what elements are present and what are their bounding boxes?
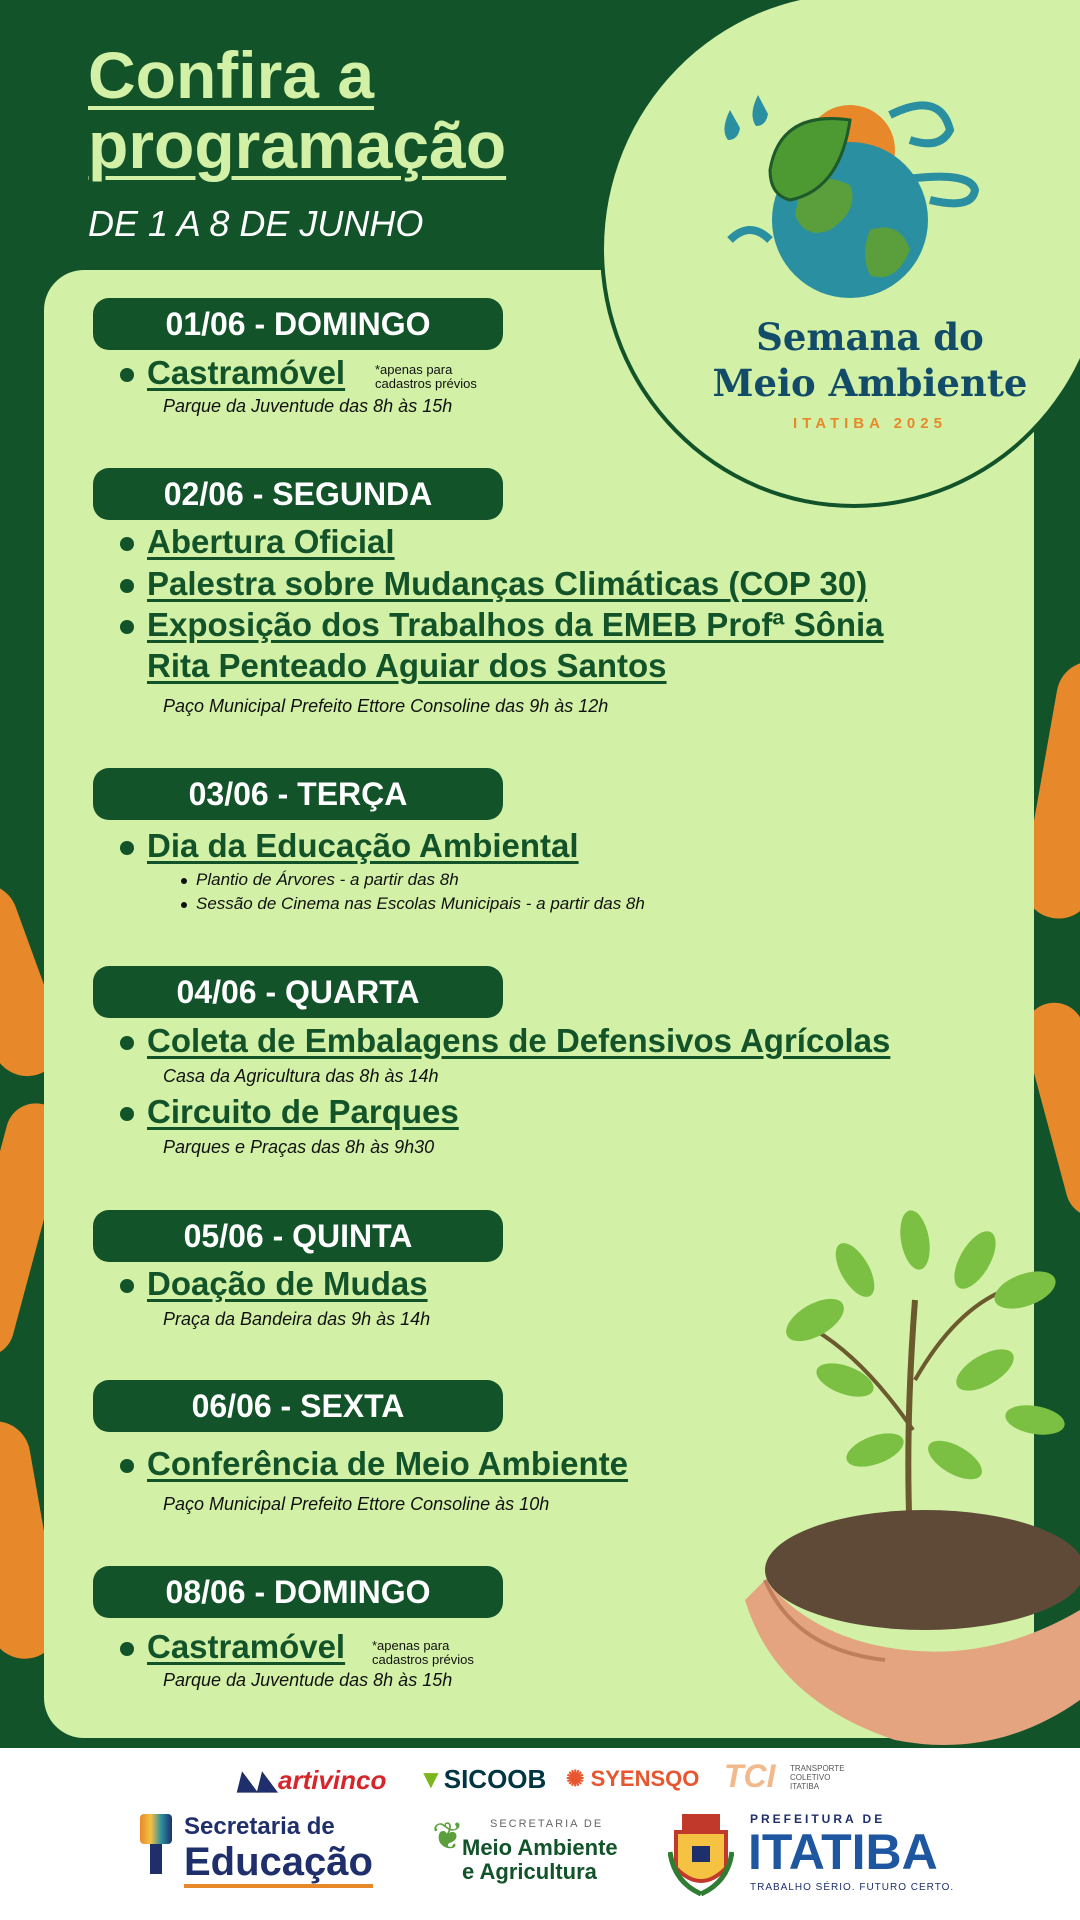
tci-name: TCI bbox=[724, 1758, 776, 1794]
event-location: Paço Municipal Prefeito Ettore Consoline das 9h às 12h bbox=[163, 696, 609, 716]
earth-logo-icon bbox=[710, 90, 1010, 310]
secretaria-educacao-logo bbox=[184, 1814, 335, 1840]
page-title bbox=[88, 40, 506, 180]
tci-caption-1: TRANSPORTE bbox=[790, 1764, 845, 1773]
meio-line-3: e Agricultura bbox=[462, 1859, 597, 1884]
event-location: Parque da Juventude das 8h às 15h bbox=[163, 396, 453, 416]
bullet-icon bbox=[120, 1036, 134, 1050]
meio-ambiente-name bbox=[462, 1836, 618, 1884]
event-logo-title bbox=[680, 314, 1060, 406]
event-title[interactable]: Dia da Educação Ambiental bbox=[147, 827, 579, 864]
event-title-line-2: Rita Penteado Aguiar dos Santos bbox=[147, 647, 667, 684]
event-title[interactable]: Doação de Mudas bbox=[147, 1265, 428, 1302]
bullet-icon bbox=[120, 841, 134, 855]
event-title[interactable]: Circuito de Parques bbox=[147, 1093, 459, 1130]
syensqo-mark-icon: ✺ bbox=[566, 1766, 585, 1791]
note-line-2: cadastros prévios bbox=[372, 1652, 474, 1667]
sicoob-name: SICOOB bbox=[443, 1764, 547, 1794]
footer bbox=[0, 1748, 1080, 1920]
tci-caption-2: COLETIVO bbox=[790, 1773, 831, 1782]
day-header: 05/06 - QUINTA bbox=[93, 1210, 503, 1262]
note-line-1: *apenas para bbox=[375, 362, 453, 377]
prefeitura-name: ITATIBA bbox=[748, 1824, 938, 1880]
event-title[interactable]: Palestra sobre Mudanças Climáticas (COP 30) bbox=[147, 565, 868, 602]
tci-logo bbox=[724, 1758, 776, 1795]
sub-item: Plantio de Árvores - a partir das 8h bbox=[196, 870, 459, 889]
event-logo-line-2: Meio Ambiente bbox=[712, 361, 1028, 405]
title-line-1: Confira a bbox=[88, 38, 375, 112]
event-title[interactable]: Conferência de Meio Ambiente bbox=[147, 1445, 629, 1482]
event-location: Casa da Agricultura das 8h às 14h bbox=[163, 1066, 439, 1086]
event-logo-line-1: Semana do bbox=[756, 315, 984, 359]
day-header: 03/06 - TERÇA bbox=[93, 768, 503, 820]
event-location: Paço Municipal Prefeito Ettore Consoline às 10h bbox=[163, 1494, 550, 1514]
date-range: DE 1 A 8 DE JUNHO bbox=[88, 203, 424, 244]
event-location: Parques e Praças das 8h às 9h30 bbox=[163, 1137, 435, 1157]
event-note bbox=[375, 363, 477, 391]
day-header: 06/06 - SEXTA bbox=[93, 1380, 503, 1432]
tci-caption-3: ITATIBA bbox=[790, 1782, 820, 1791]
event-note bbox=[372, 1639, 474, 1667]
prefeitura-slogan: TRABALHO SÉRIO. FUTURO CERTO. bbox=[750, 1882, 955, 1893]
bullet-icon bbox=[120, 579, 134, 593]
bullet-icon bbox=[120, 1279, 134, 1293]
event-title[interactable]: Abertura Oficial bbox=[147, 523, 395, 560]
prefeitura-caption: PREFEITURA DE bbox=[750, 1812, 886, 1826]
note-line-2: cadastros prévios bbox=[375, 376, 477, 391]
leaf-icon: ❦ bbox=[432, 1816, 464, 1858]
sicoob-logo bbox=[418, 1764, 546, 1795]
bullet-icon bbox=[120, 537, 134, 551]
day-header: 01/06 - DOMINGO bbox=[93, 298, 503, 350]
artivinco-logo bbox=[238, 1765, 386, 1796]
meio-line-2: Meio Ambiente bbox=[462, 1835, 618, 1860]
note-line-1: *apenas para bbox=[372, 1638, 450, 1653]
educacao-line-1: Secretaria de bbox=[184, 1813, 335, 1840]
event-logo-subtitle: ITATIBA 2025 bbox=[793, 415, 947, 432]
event-location: Parque da Juventude das 8h às 15h bbox=[163, 1670, 453, 1690]
education-book-icon bbox=[136, 1814, 176, 1874]
artivinco-mark-icon: ◣◣ bbox=[238, 1765, 278, 1795]
event-location: Praça da Bandeira das 9h às 14h bbox=[163, 1309, 431, 1329]
bullet-icon bbox=[120, 620, 134, 634]
event-title[interactable] bbox=[147, 604, 884, 686]
day-header: 04/06 - QUARTA bbox=[93, 966, 503, 1018]
syensqo-name: SYENSQO bbox=[590, 1766, 700, 1791]
secretaria-educacao-name: Educação bbox=[184, 1840, 373, 1888]
bullet-icon bbox=[120, 1642, 134, 1656]
event-title[interactable]: Castramóvel bbox=[147, 1628, 346, 1665]
day-header: 02/06 - SEGUNDA bbox=[93, 468, 503, 520]
event-title[interactable]: Coleta de Embalagens de Defensivos Agrícolas bbox=[147, 1022, 891, 1059]
itatiba-coat-of-arms-icon bbox=[668, 1812, 734, 1896]
bullet-icon bbox=[120, 1107, 134, 1121]
artivinco-name: artivinco bbox=[278, 1765, 387, 1795]
bullet-icon bbox=[120, 368, 134, 382]
event-title[interactable]: Castramóvel bbox=[147, 354, 346, 391]
day-header: 08/06 - DOMINGO bbox=[93, 1566, 503, 1618]
event-title-line-1: Exposição dos Trabalhos da EMEB Profª Sônia bbox=[147, 606, 884, 643]
sub-item: Sessão de Cinema nas Escolas Municipais - a partir das 8h bbox=[196, 894, 645, 913]
title-line-2: programação bbox=[88, 108, 507, 182]
bullet-icon bbox=[120, 1459, 134, 1473]
sicoob-mark-icon: ▼ bbox=[418, 1764, 444, 1794]
seedling-in-hands-icon bbox=[735, 1180, 1080, 1760]
tci-caption bbox=[790, 1764, 845, 1791]
syensqo-logo bbox=[566, 1766, 699, 1792]
meio-ambiente-caption: SECRETARIA DE bbox=[490, 1818, 604, 1830]
